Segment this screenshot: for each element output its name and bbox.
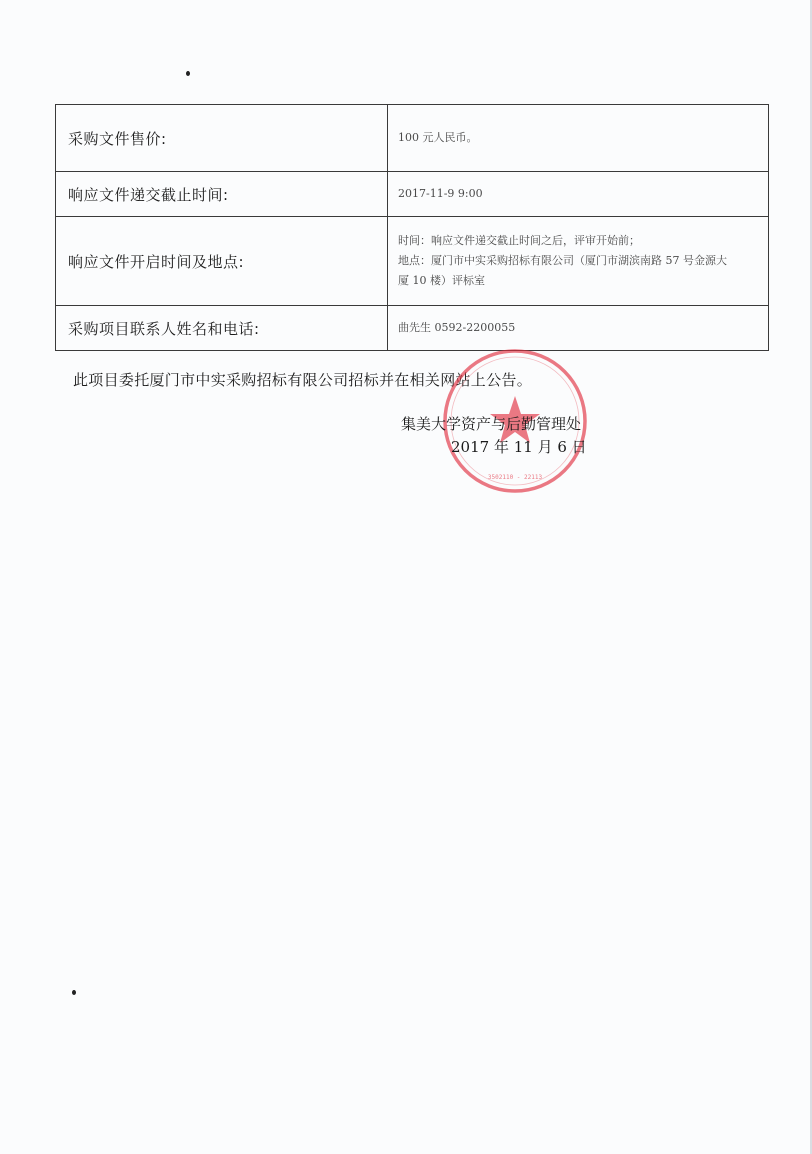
row-label: 响应文件递交截止时间:: [56, 172, 388, 217]
table-row: [56, 172, 769, 217]
value-line: 地点：厦门市中实采购招标有限公司（厦门市湖滨南路 57 号金源大: [398, 254, 727, 267]
table-row: [56, 105, 769, 172]
row-value: [388, 306, 769, 351]
table-row: [56, 306, 769, 351]
value-line: 2017-11-9 9:00: [398, 187, 483, 200]
scan-speck: [72, 990, 76, 995]
table-row: [56, 217, 769, 306]
row-label: 采购项目联系人姓名和电话:: [56, 306, 388, 351]
row-label: 采购文件售价:: [56, 105, 388, 172]
value-line: 曲先生 0592-2200055: [398, 321, 516, 334]
row-value: [388, 172, 769, 217]
signing-organization: 集美大学资产与后勤管理处: [401, 415, 582, 433]
signing-date: 2017 年 11 月 6 日: [451, 438, 587, 456]
scan-speck: [186, 71, 190, 76]
value-line: 厦 10 楼）评标室: [398, 274, 485, 287]
row-value: [388, 217, 769, 306]
procurement-info-table: [55, 104, 769, 351]
value-line: 时间：响应文件递交截止时间之后，评审开始前；: [398, 234, 640, 247]
row-label: 响应文件开启时间及地点:: [56, 217, 388, 306]
notice-text: 此项目委托厦门市中实采购招标有限公司招标并在相关网站上公告。: [73, 371, 533, 389]
svg-text:3502110 - 22113: 3502110 - 22113: [487, 474, 543, 481]
value-line: 100 元人民币。: [398, 131, 478, 144]
row-value: [388, 105, 769, 172]
